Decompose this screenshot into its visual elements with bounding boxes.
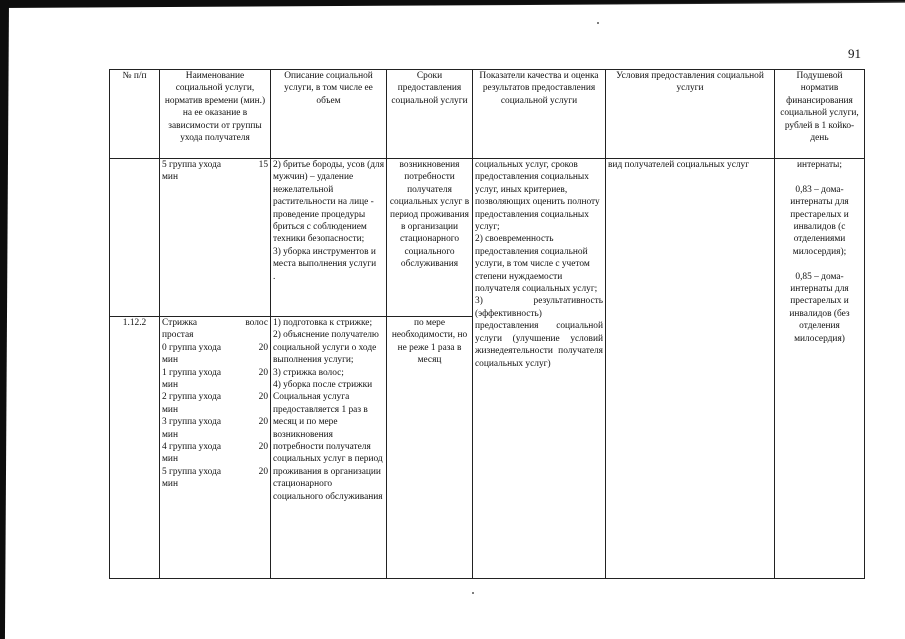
minutes-unit: мин (162, 454, 178, 465)
minutes-unit: мин (162, 479, 178, 490)
header-conditions: Условия предоставления социальной услуги (606, 70, 775, 159)
cell-conditions: вид получателей социальных услуг (606, 159, 775, 579)
group-line-1 (162, 367, 268, 379)
scan-edge-left (0, 0, 9, 639)
header-description: Описание социальной услуги, в том числе ее объем (271, 70, 387, 159)
group-minutes: 20 (258, 367, 268, 378)
minutes-unit: мин (162, 355, 178, 366)
group-label: 4 группа ухода (162, 442, 222, 453)
cell-description-prev: 2) бритье бороды, усов (для мужчин) – удаление нежелательной растительности на лице - проведение процедуры бриться с соблюдением техники безопасности; 3) уборка инструментов и места выполнения услуги . (271, 159, 387, 317)
minutes-unit: мин (162, 380, 178, 391)
group-line-5 (162, 466, 268, 478)
header-number: № п/п (110, 70, 160, 159)
group-label: 5 группа ухода (162, 466, 222, 477)
group-line-4 (162, 441, 268, 453)
header-service-name: Наименование социальной услуги, норматив времени (мин.) на ее оказание в зависимости от группы ухода получателя (160, 70, 271, 159)
quality-text: социальных услуг, сроков предоставления социальных услуг, иных критериев, позволяющих оценить полноту предоставления социальных услуг; 2) своевременность предоставления социальной услуги, в том числе с учетом степени нуждаемости получателя социальных услуг; (475, 160, 600, 295)
table-row-continuation (110, 159, 865, 317)
service-title-word-1: Стрижка (162, 318, 198, 328)
cell-terms: по мере необходимости, но не реже 1 раза в месяц (387, 317, 473, 579)
cell-description: 1) подготовка к стрижке; 2) объяснение получателю социальной услуги о ходе выполнения услуги; 3) стрижка волос; 4) уборка после стрижки Социальная услуга предоставляется 1 раз в месяц и по мере возникновения потребности получателя социальных услуг в период проживания в организации стационарного социального обслуживания (271, 317, 387, 579)
header-financing: Подушевой норматив финансирования социальной услуги, рублей в 1 койко-день (775, 70, 865, 159)
group-label: 1 группа ухода (162, 367, 222, 378)
minutes-unit: мин (162, 172, 178, 183)
scan-edge-top (0, 0, 905, 8)
minutes-unit: мин (162, 404, 178, 415)
scan-speck (597, 22, 599, 24)
quality-tail: (эффективность) предоставления социальной услуги (улучшение условий жизнедеятельности получателя социальных услуг) (475, 308, 603, 369)
cell-number: 1.12.2 (110, 317, 160, 579)
group-label: 0 группа ухода (162, 342, 222, 353)
group-minutes: 20 (258, 342, 268, 353)
group-label: 2 группа ухода (162, 392, 222, 403)
page-number: 91 (848, 46, 861, 61)
service-title-line (162, 317, 268, 329)
cell-service-name-prev (160, 159, 271, 317)
group-label: 3 группа ухода (162, 417, 222, 428)
group-minutes: 20 (258, 442, 268, 453)
cell-terms-prev: возникновения потребности получателя социальных услуг в период проживания в организации стационарного социального обслуживания (387, 159, 473, 317)
services-table (109, 69, 865, 579)
cell-financing: интернаты; 0,83 – дома-интернаты для престарелых и инвалидов (с отделениями милосердия); 0,85 – дома-интернаты для престарелых и инвалидов (без отделения милосердия) (775, 159, 865, 579)
cell-service-name (160, 317, 271, 579)
quality-item-3 (475, 295, 603, 307)
quality-item-3-label: 3) (475, 296, 483, 307)
table-header-row (110, 70, 865, 159)
group-line-3 (162, 416, 268, 428)
group-label: 5 группа ухода (162, 160, 222, 170)
group-minutes: 20 (258, 417, 268, 428)
cell-number-empty (110, 159, 160, 317)
service-title-word-2: волос (245, 318, 268, 328)
service-title-line-2: простая (162, 330, 194, 341)
group-list (162, 342, 268, 491)
group-line-0 (162, 342, 268, 354)
header-terms: Сроки предоставления социальной услуги (387, 70, 473, 159)
header-quality: Показатели качества и оценка результатов предоставления социальной услуги (473, 70, 606, 159)
group-minutes: 15 (258, 160, 268, 170)
group-minutes: 20 (258, 466, 268, 477)
cell-quality (473, 159, 606, 579)
minutes-unit: мин (162, 429, 178, 440)
group-line (162, 159, 268, 171)
scan-speck (472, 592, 474, 594)
group-minutes: 20 (258, 392, 268, 403)
group-line-2 (162, 391, 268, 403)
quality-item-3-word: результативность (533, 296, 603, 307)
